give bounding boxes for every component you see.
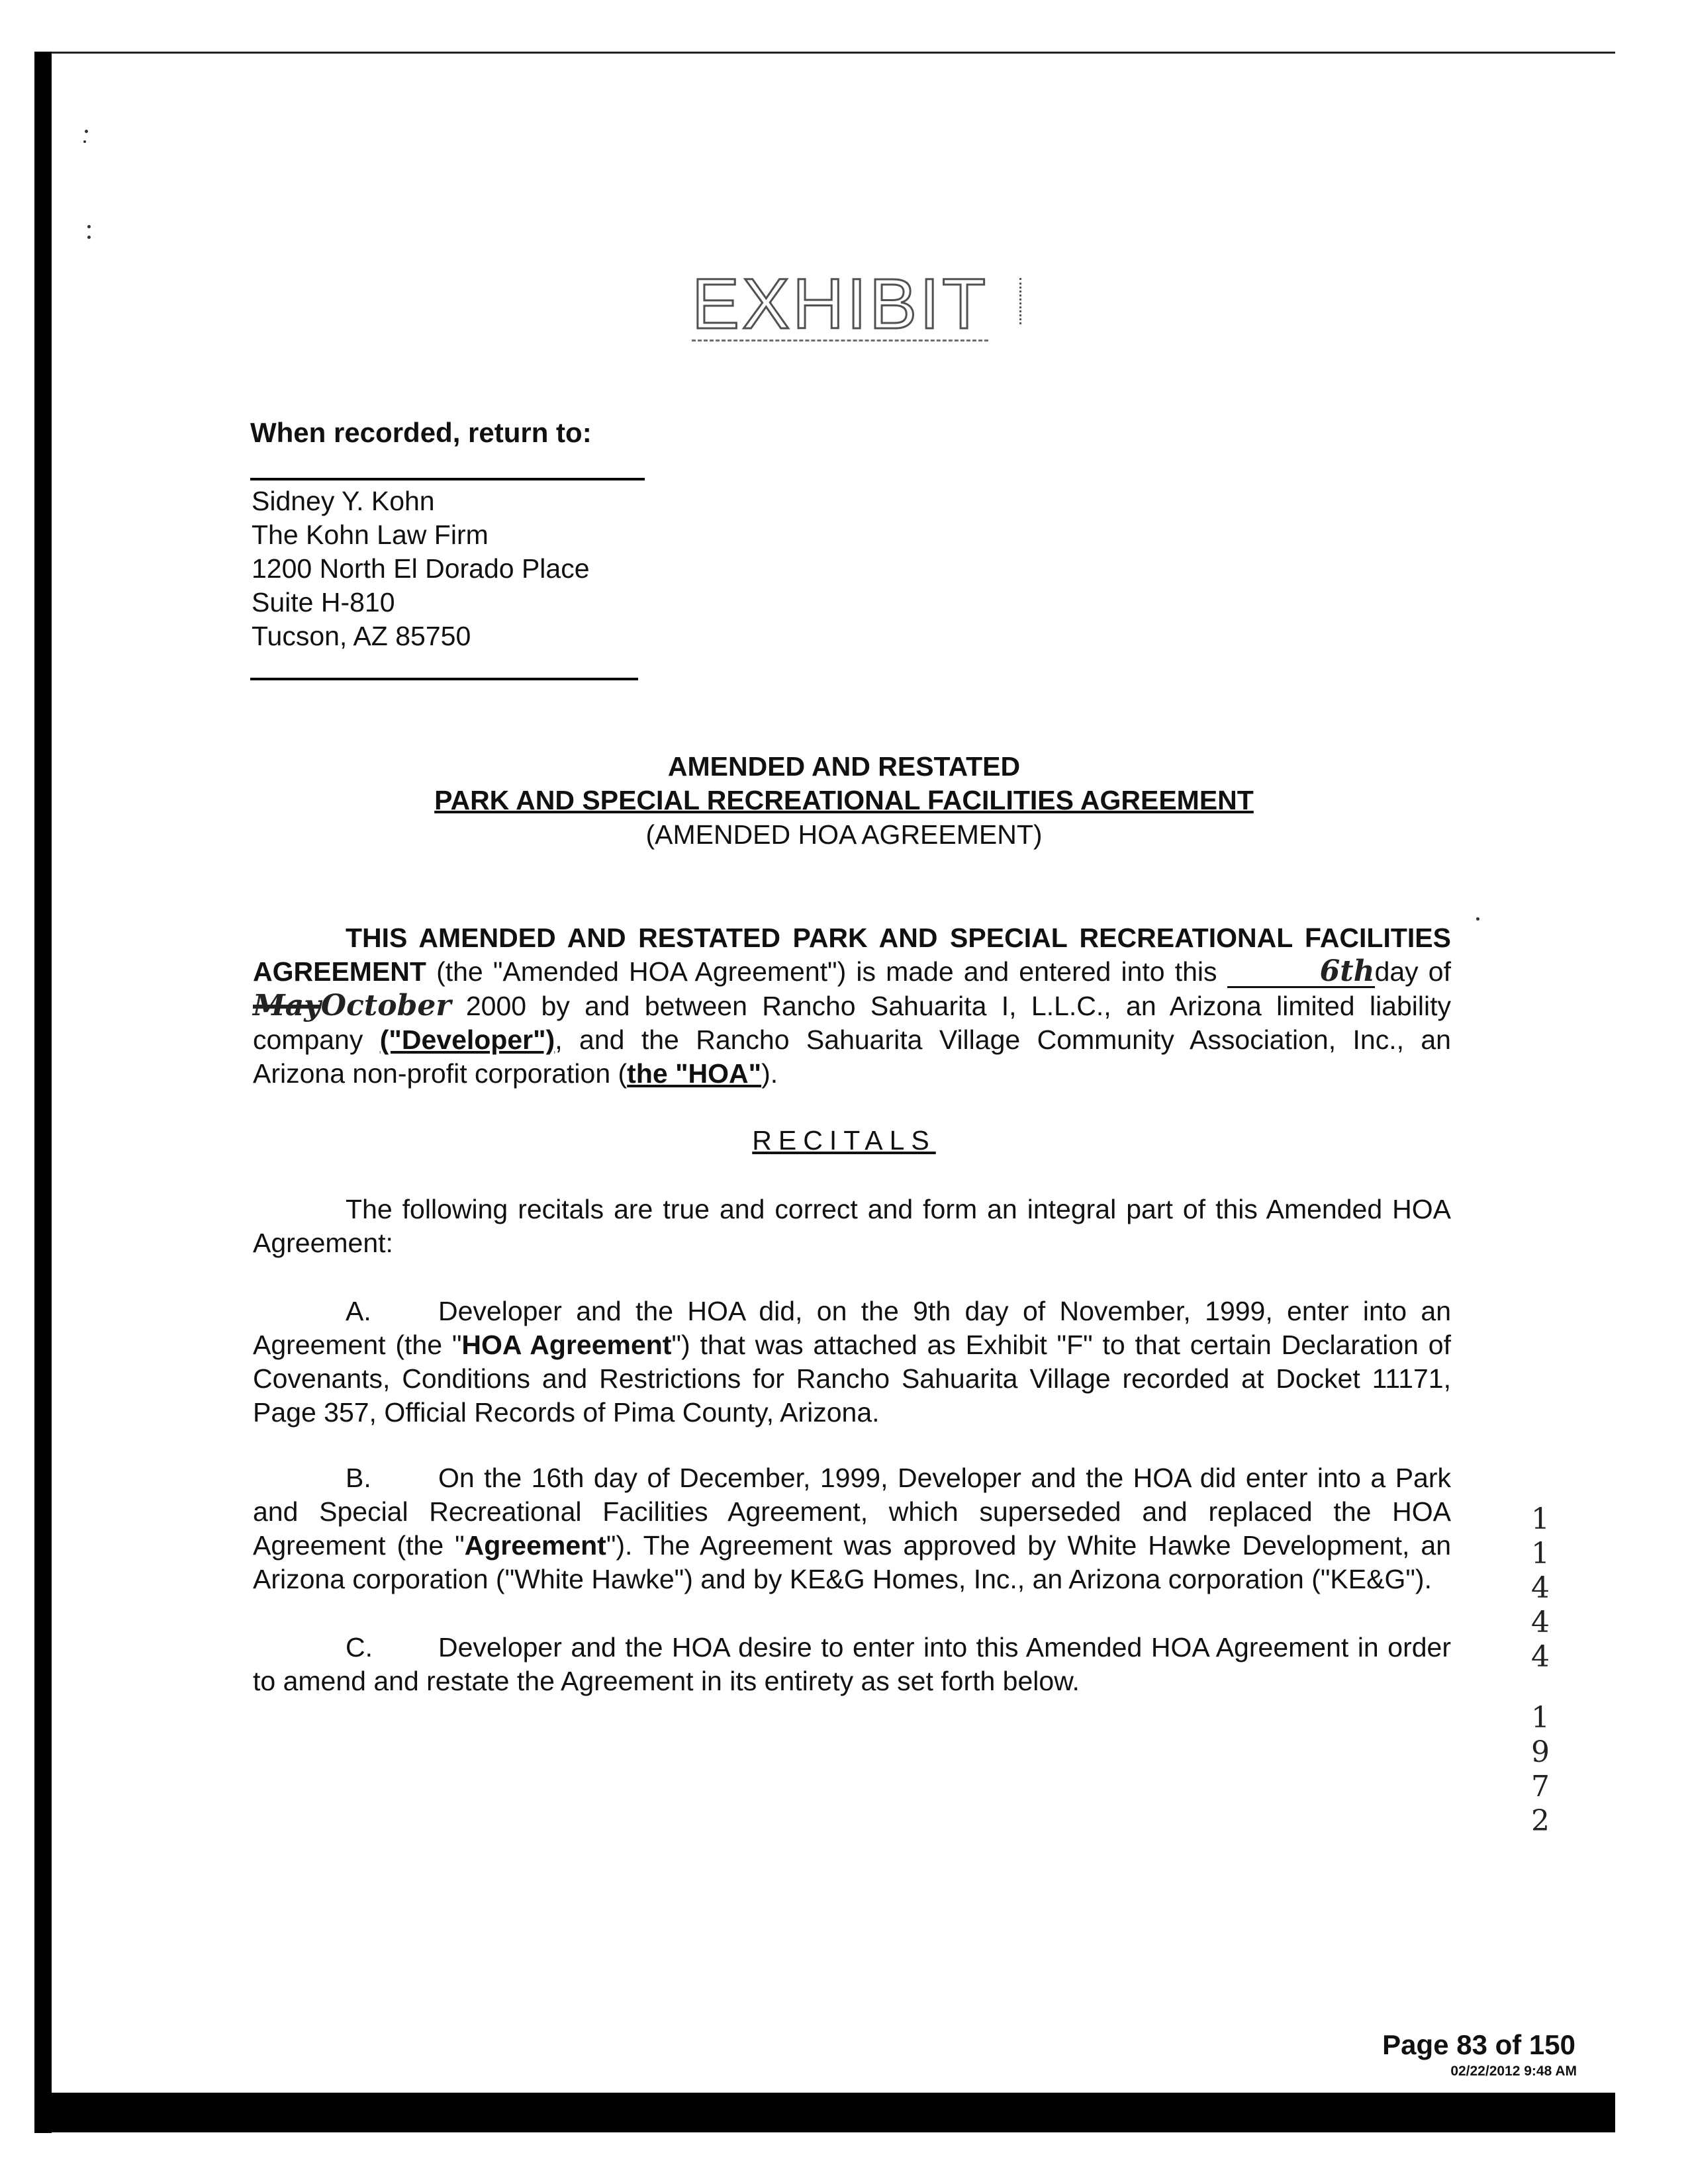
recital-text: Developer and the HOA desire to enter into this Amended HOA Agreement in order to amend and restate the Agreement in its entirety as set forth below.	[253, 1632, 1451, 1696]
exhibit-stamp: EXHIBIT	[692, 263, 989, 343]
developer-definition: ("Developer")	[379, 1024, 555, 1055]
recital-marker: C.	[346, 1632, 373, 1662]
scan-speck	[83, 140, 86, 143]
address-line: Sidney Y. Kohn	[252, 486, 435, 516]
struck-month: May	[253, 989, 321, 1023]
scan-speck	[87, 225, 91, 228]
recital-a	[253, 1295, 1451, 1430]
recital-text: ") that was attached as Exhibit "F" to that certain Declaration of Covenants, Conditions and Restrictions for Rancho Sahuarita Village recorded at Docket 11171, Page 357, Official Records of Pima County, Arizona.	[253, 1330, 1451, 1428]
page-number: Page 83 of 150	[1382, 2029, 1575, 2060]
address-rule-top	[250, 478, 645, 480]
margin-digit: 4	[1531, 1571, 1550, 1605]
scan-speck	[85, 130, 88, 133]
recital-marker: B.	[346, 1463, 371, 1493]
hoa-definition: the "HOA"	[627, 1058, 762, 1089]
recital-c	[253, 1631, 1451, 1698]
recital-defined-term: HOA Agreement	[461, 1330, 672, 1360]
recital-defined-term: Agreement	[464, 1530, 606, 1561]
handwritten-day: 6th	[1227, 957, 1375, 988]
recitals-lead	[253, 1193, 1451, 1260]
address-line: Tucson, AZ 85750	[252, 621, 471, 651]
address-line: The Kohn Law Firm	[252, 520, 489, 550]
margin-digit: 1	[1531, 1537, 1550, 1570]
intro-text: 2000 by and between Rancho Sahuarita I, L.L.C., an Arizona limited liability company	[253, 991, 1451, 1055]
intro-text: , and the Rancho Sahuarita Village Community Association, Inc., an Arizona non-profit corporation (	[253, 1024, 1451, 1089]
handwritten-month: October	[320, 989, 451, 1023]
margin-digit: 9	[1531, 1735, 1550, 1769]
intro-text: ).	[761, 1058, 778, 1089]
return-address	[252, 484, 590, 653]
margin-digit: 4	[1531, 1606, 1550, 1639]
scan-border-bottom	[34, 2093, 1615, 2132]
address-rule-bottom	[250, 678, 638, 680]
margin-digit: 1	[1531, 1502, 1550, 1536]
margin-docket-number	[1524, 1502, 1557, 1839]
scan-border-top	[34, 52, 1615, 54]
margin-gap	[1524, 1674, 1557, 1701]
document-title-line1: AMENDED AND RESTATED	[667, 751, 1021, 782]
recital-b	[253, 1461, 1451, 1596]
scan-speck	[1476, 917, 1479, 921]
document-title-line3: (AMENDED HOA AGREEMENT)	[645, 819, 1043, 850]
margin-digit: 1	[1531, 1701, 1550, 1735]
recitals-lead-text: The following recitals are true and correct and form an integral part of this Amended HOA Agreement:	[253, 1194, 1451, 1258]
intro-paragraph	[253, 921, 1451, 1091]
margin-digit: 7	[1531, 1770, 1550, 1803]
recital-marker: A.	[346, 1296, 371, 1326]
scan-speck	[87, 236, 91, 239]
return-label: When recorded, return to:	[250, 417, 592, 448]
recital-text: Developer and the HOA did, on the 9th day of November, 1999, enter into an Agreement (the "	[253, 1296, 1451, 1360]
scan-border-left	[34, 52, 52, 2133]
page-timestamp: 02/22/2012 9:48 AM	[1450, 2064, 1577, 2079]
exhibit-stamp-mark	[1019, 278, 1031, 324]
address-line: Suite H-810	[252, 587, 395, 617]
intro-text: day of	[1374, 956, 1451, 987]
address-line: 1200 North El Dorado Place	[252, 553, 590, 584]
margin-digit: 4	[1531, 1640, 1550, 1674]
margin-digit: 2	[1531, 1804, 1550, 1838]
document-title-line2: PARK AND SPECIAL RECREATIONAL FACILITIES AGREEMENT	[434, 785, 1254, 815]
recital-text: "). The Agreement was approved by White Hawke Development, an Arizona corporation ("White Hawke") and by KE&G Homes, Inc., an Arizona corporation ("KE&G").	[253, 1530, 1451, 1594]
intro-bold-lead: THIS AMENDED AND RESTATED PARK AND SPECIAL RECREATIONAL FACILITIES AGREEMENT	[253, 923, 1451, 987]
intro-text: (the "Amended HOA Agreement") is made and entered into this	[426, 956, 1227, 987]
recital-text: On the 16th day of December, 1999, Developer and the HOA did enter into a Park and Special Recreational Facilities Agreement, which superseded and replaced the HOA Agreement (the "	[253, 1463, 1451, 1561]
recitals-heading: RECITALS	[752, 1125, 936, 1156]
